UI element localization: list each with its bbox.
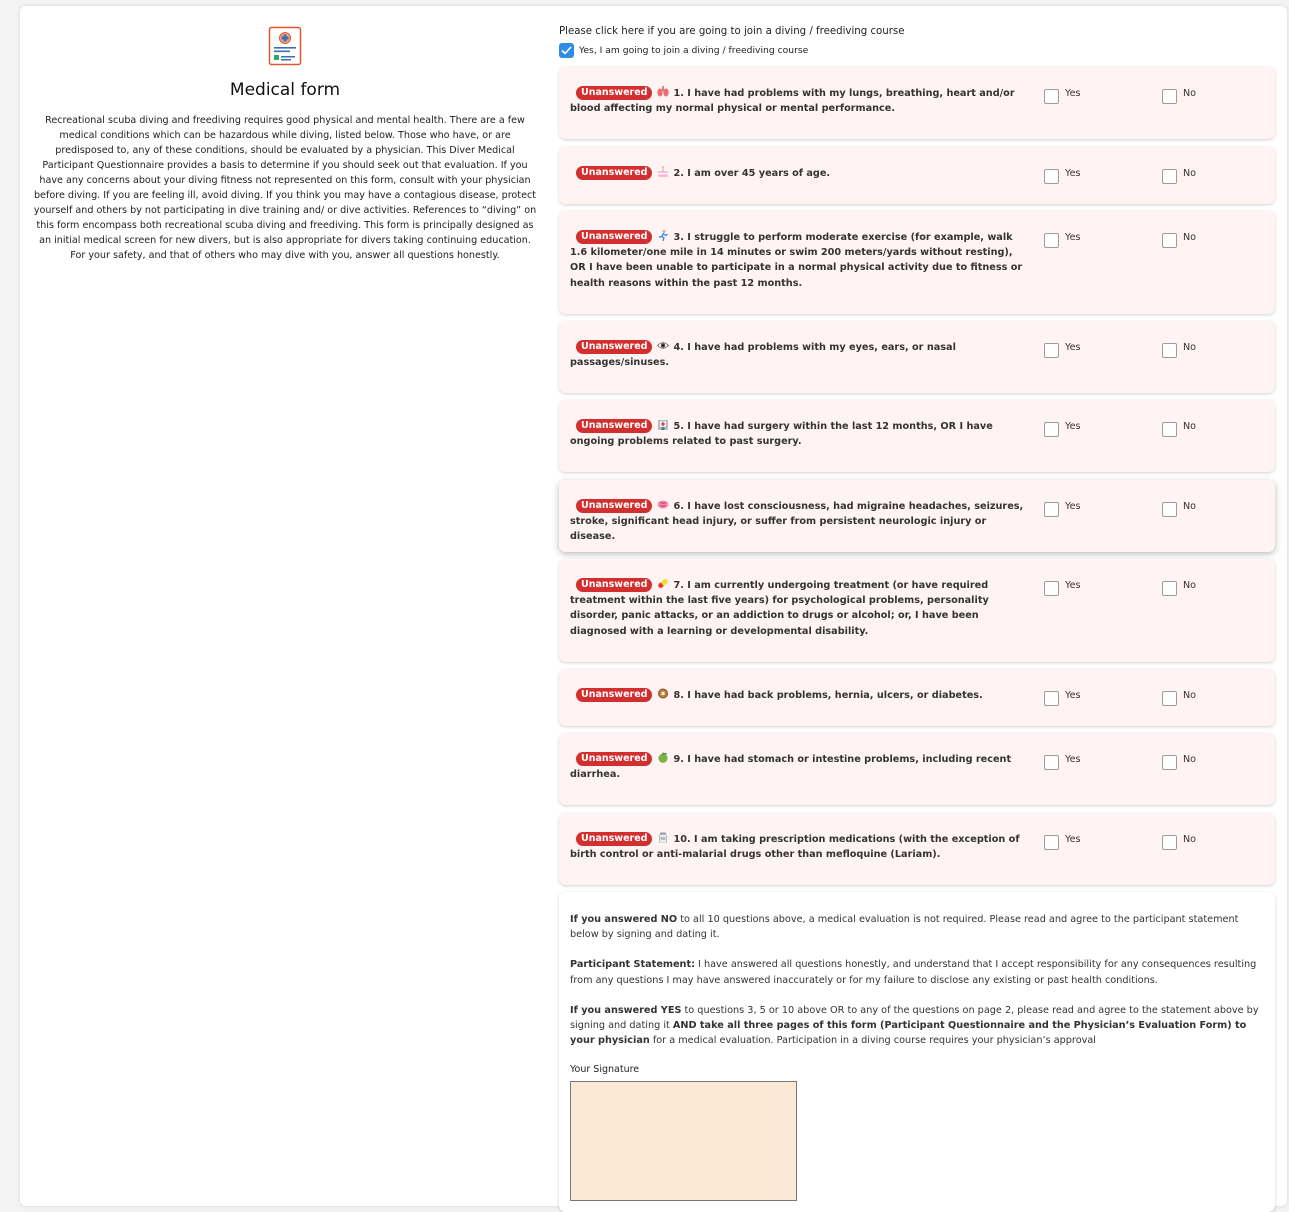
question-text: Unanswered 8. I have had back problems, hernia, ulcers, or diabetes.	[570, 688, 1028, 703]
no-option[interactable]	[1162, 754, 1196, 770]
yes-label: Yes	[1065, 754, 1081, 765]
no-label: No	[1183, 421, 1197, 432]
course-checkbox[interactable]	[559, 43, 574, 58]
status-badge: Unanswered	[576, 166, 652, 180]
question-card-8	[559, 669, 1275, 726]
question-text: Unanswered 2. I am over 45 years of age.	[570, 166, 1028, 181]
yes-option[interactable]	[1044, 88, 1081, 104]
yes-checkbox[interactable]	[1044, 755, 1059, 770]
no-label: No	[1183, 501, 1197, 512]
no-checkbox[interactable]	[1162, 502, 1177, 517]
running-person-icon	[657, 230, 669, 241]
no-option[interactable]	[1162, 88, 1196, 104]
medicine-bottle-icon	[657, 832, 669, 843]
course-checkbox-row[interactable]	[559, 43, 808, 58]
yes-option[interactable]	[1044, 421, 1081, 437]
yes-option[interactable]	[1044, 580, 1081, 596]
yes-checkbox[interactable]	[1044, 691, 1059, 706]
no-checkbox[interactable]	[1162, 343, 1177, 358]
status-badge: Unanswered	[576, 832, 652, 846]
no-label: No	[1183, 232, 1197, 243]
no-option[interactable]	[1162, 690, 1196, 706]
no-label: No	[1183, 168, 1197, 179]
yes-checkbox[interactable]	[1044, 233, 1059, 248]
yes-label: Yes	[1065, 232, 1081, 243]
status-badge: Unanswered	[576, 340, 652, 354]
question-card-1	[559, 67, 1275, 139]
yes-checkbox[interactable]	[1044, 343, 1059, 358]
question-text: Unanswered 9. I have had stomach or intestine problems, including recent diarrhea.	[570, 753, 1012, 781]
yes-option[interactable]	[1044, 754, 1081, 770]
no-label: No	[1183, 580, 1197, 591]
question-card-2	[559, 147, 1275, 204]
question-text: Unanswered 3. I struggle to perform moderate exercise (for example, walk 1.6 kilometer/one mile in 14 minutes or swim 200 meters/yards without resting), OR I have been unable to participate in a normal physical activity due to fitness or health reasons within the past 12 months.	[570, 231, 1023, 289]
course-prompt: Please click here if you are going to join a diving / freediving course	[559, 26, 905, 37]
yes-option[interactable]	[1044, 834, 1081, 850]
no-checkbox[interactable]	[1162, 169, 1177, 184]
no-option[interactable]	[1162, 834, 1196, 850]
page-title: Medical form	[229, 80, 341, 100]
form-info-panel	[30, 26, 540, 263]
statement-participant-paragraph: Participant Statement: I have answered all questions honestly, and understand that I accept responsibility for any consequences resulting from any questions I may have answered inaccurately or for my failure to disclose any existing or past health conditions.	[570, 959, 1257, 986]
status-badge: Unanswered	[576, 230, 652, 244]
hospital-icon	[657, 419, 669, 430]
page-container	[20, 6, 1287, 1206]
lungs-icon	[657, 86, 669, 97]
no-label: No	[1183, 342, 1197, 353]
yes-option[interactable]	[1044, 168, 1081, 184]
question-text: Unanswered 1. I have had problems with my lungs, breathing, heart and/or blood affecting my normal physical or mental performance.	[570, 87, 1015, 115]
question-card-4	[559, 321, 1275, 393]
yes-checkbox[interactable]	[1044, 422, 1059, 437]
no-checkbox[interactable]	[1162, 233, 1177, 248]
status-badge: Unanswered	[576, 688, 652, 702]
no-checkbox[interactable]	[1162, 691, 1177, 706]
yes-label: Yes	[1065, 421, 1081, 432]
brain-icon	[657, 499, 669, 510]
no-label: No	[1183, 834, 1197, 845]
yes-checkbox[interactable]	[1044, 89, 1059, 104]
signature-pad[interactable]	[570, 1081, 797, 1201]
no-option[interactable]	[1162, 421, 1196, 437]
yes-label: Yes	[1065, 501, 1081, 512]
no-checkbox[interactable]	[1162, 755, 1177, 770]
course-checkbox-label: Yes, I am going to join a diving / freediving course	[579, 45, 809, 56]
no-label: No	[1183, 88, 1197, 99]
signature-label: Your Signature	[570, 1064, 640, 1075]
no-checkbox[interactable]	[1162, 835, 1177, 850]
no-option[interactable]	[1162, 342, 1196, 358]
question-card-3	[559, 211, 1275, 314]
yes-option[interactable]	[1044, 690, 1081, 706]
question-text: Unanswered 6. I have lost consciousness, had migraine headaches, seizures, stroke, significant head injury, or suffer from persistent neurologic injury or disease.	[570, 500, 1024, 543]
question-card-9	[559, 733, 1275, 805]
eye-icon	[657, 340, 669, 351]
intro-text: Recreational scuba diving and freediving requires good physical and mental health. There are a few medical conditions which can be hazardous while diving, listed below. Those who have, or are predisposed to, any of these conditions, should be evaluated by a physician. This Diver Medical Participant Questionnaire provides a basis to determine if you should seek out that evaluation. If you have any concerns about your diving fitness not represented on this form, consult with your physician before diving. If you are feeling ill, avoid diving. If you think you may have a contagious disease, protect yourself and others by not participating in dive training and/ or dive activities. References to “diving” on this form encompass both recreational scuba diving and freediving. This form is principally designed as an initial medical screen for new divers, but is also appropriate for divers taking continuing education. For your safety, and that of others who may dive with you, answer all questions honestly.	[33, 115, 537, 261]
no-label: No	[1183, 754, 1197, 765]
question-card-6	[559, 480, 1275, 552]
question-text: Unanswered 7. I am currently undergoing treatment (or have required treatment within the last five years) for psychological problems, personality disorder, panic attacks, or an addiction to drugs or alcohol; or, I have been diagnosed with a learning or developmental disability.	[570, 579, 989, 637]
yes-label: Yes	[1065, 690, 1081, 701]
yes-checkbox[interactable]	[1044, 169, 1059, 184]
question-text: Unanswered 5. I have had surgery within the last 12 months, OR I have ongoing problems related to past surgery.	[570, 420, 993, 448]
no-checkbox[interactable]	[1162, 89, 1177, 104]
status-badge: Unanswered	[576, 419, 652, 433]
yes-option[interactable]	[1044, 501, 1081, 517]
statement-text	[570, 912, 1270, 1063]
no-label: No	[1183, 690, 1197, 701]
statement-yes-paragraph: If you answered YES to questions 3, 5 or 10 above OR to any of the questions on page 2, please read and agree to the statement above by signing and dating it AND take all three pages of this form (Participant Questionnaire and the Physician’s Evaluation Form) to your physician for a medical evaluation. Participation in a diving course requires your physician’s approval	[570, 1004, 1259, 1047]
yes-label: Yes	[1065, 88, 1081, 99]
question-text: Unanswered 4. I have had problems with my eyes, ears, or nasal passages/sinuses.	[570, 341, 956, 369]
pill-icon	[657, 578, 669, 589]
donut-icon	[657, 688, 669, 699]
participant-statement-card	[559, 892, 1275, 1212]
no-option[interactable]	[1162, 232, 1196, 248]
yes-checkbox[interactable]	[1044, 835, 1059, 850]
green-apple-icon	[657, 752, 669, 763]
no-option[interactable]	[1162, 580, 1196, 596]
status-badge: Unanswered	[576, 578, 652, 592]
yes-label: Yes	[1065, 342, 1081, 353]
question-card-5	[559, 400, 1275, 472]
status-badge: Unanswered	[576, 86, 652, 100]
checkmark-icon	[561, 46, 572, 55]
yes-label: Yes	[1065, 834, 1081, 845]
question-card-7	[559, 559, 1275, 662]
statement-no-paragraph: If you answered NO to all 10 questions above, a medical evaluation is not required. Please read and agree to the participant statement below by signing and dating it.	[570, 914, 1239, 941]
status-badge: Unanswered	[576, 752, 652, 766]
yes-label: Yes	[1065, 168, 1081, 179]
no-checkbox[interactable]	[1162, 581, 1177, 596]
no-option[interactable]	[1162, 168, 1196, 184]
birthday-cake-icon	[657, 166, 669, 177]
no-checkbox[interactable]	[1162, 422, 1177, 437]
medical-form-icon	[268, 26, 302, 66]
no-option[interactable]	[1162, 501, 1196, 517]
status-badge: Unanswered	[576, 499, 652, 513]
yes-checkbox[interactable]	[1044, 502, 1059, 517]
question-card-10	[559, 813, 1275, 885]
question-text: Unanswered 10. I am taking prescription medications (with the exception of birth control or anti-malarial drugs other than mefloquine (Lariam).	[570, 833, 1020, 861]
yes-option[interactable]	[1044, 342, 1081, 358]
yes-checkbox[interactable]	[1044, 581, 1059, 596]
yes-option[interactable]	[1044, 232, 1081, 248]
yes-label: Yes	[1065, 580, 1081, 591]
